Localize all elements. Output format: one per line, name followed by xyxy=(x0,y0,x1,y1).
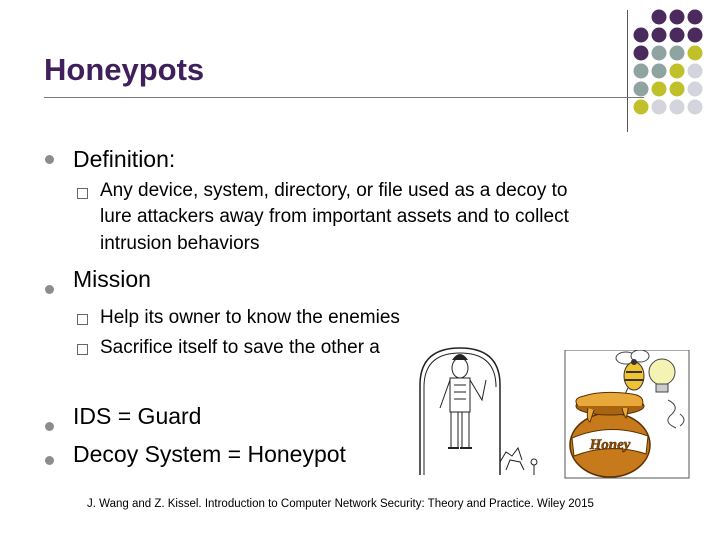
definition-text-line3: intrusion behaviors xyxy=(100,233,260,254)
citation: J. Wang and Z. Kissel. Introduction to Computer Network Security: Theory and Practice. Wiley 2015 xyxy=(87,498,594,510)
sub-bullet-box xyxy=(77,344,88,355)
decor-dot xyxy=(688,64,703,79)
decor-dot xyxy=(670,82,685,97)
bullet-ids: IDS = Guard xyxy=(73,403,202,429)
bullet-mission: Mission xyxy=(73,266,151,292)
decor-dot xyxy=(688,100,703,115)
decor-dot xyxy=(670,64,685,79)
decor-dot xyxy=(634,46,649,61)
sub-bullet-box xyxy=(77,188,88,199)
mission-item1: Help its owner to know the enemies xyxy=(100,307,400,328)
decor-dot xyxy=(688,82,703,97)
honey-pot-illustration xyxy=(562,350,692,482)
decor-dot xyxy=(688,28,703,43)
decor-dot xyxy=(634,82,649,97)
decor-dot xyxy=(652,64,667,79)
decor-dot xyxy=(670,100,685,115)
decor-dot xyxy=(688,10,703,25)
mission-item2: Sacrifice itself to save the other a xyxy=(100,337,380,358)
decor-dot xyxy=(652,100,667,115)
definition-text-line2: lure attackers away from important assets and to collect xyxy=(100,206,569,227)
decor-dot xyxy=(634,100,649,115)
vertical-divider xyxy=(627,10,628,132)
decor-dot xyxy=(634,64,649,79)
decor-dot xyxy=(652,46,667,61)
slide-title: Honeypots xyxy=(44,52,205,87)
decor-dot xyxy=(688,46,703,61)
decor-dot xyxy=(652,10,667,25)
definition-text-line1: Any device, system, directory, or file used as a decoy to xyxy=(100,180,568,201)
decor-dot xyxy=(670,10,685,25)
title-divider xyxy=(44,97,644,98)
pot-label: Honey xyxy=(589,437,631,453)
bullet-dot xyxy=(45,422,54,431)
decor-dot xyxy=(634,28,649,43)
bullet-decoy: Decoy System = Honeypot xyxy=(73,441,346,467)
decor-dot xyxy=(670,46,685,61)
bullet-dot xyxy=(45,456,54,465)
decor-dot xyxy=(670,28,685,43)
sub-bullet-box xyxy=(77,314,88,325)
bullet-dot xyxy=(45,285,54,294)
bullet-dot xyxy=(45,155,54,164)
decor-dot xyxy=(652,82,667,97)
decor-dot xyxy=(652,28,667,43)
guard-illustration xyxy=(410,330,550,480)
bullet-definition: Definition: xyxy=(73,146,176,172)
